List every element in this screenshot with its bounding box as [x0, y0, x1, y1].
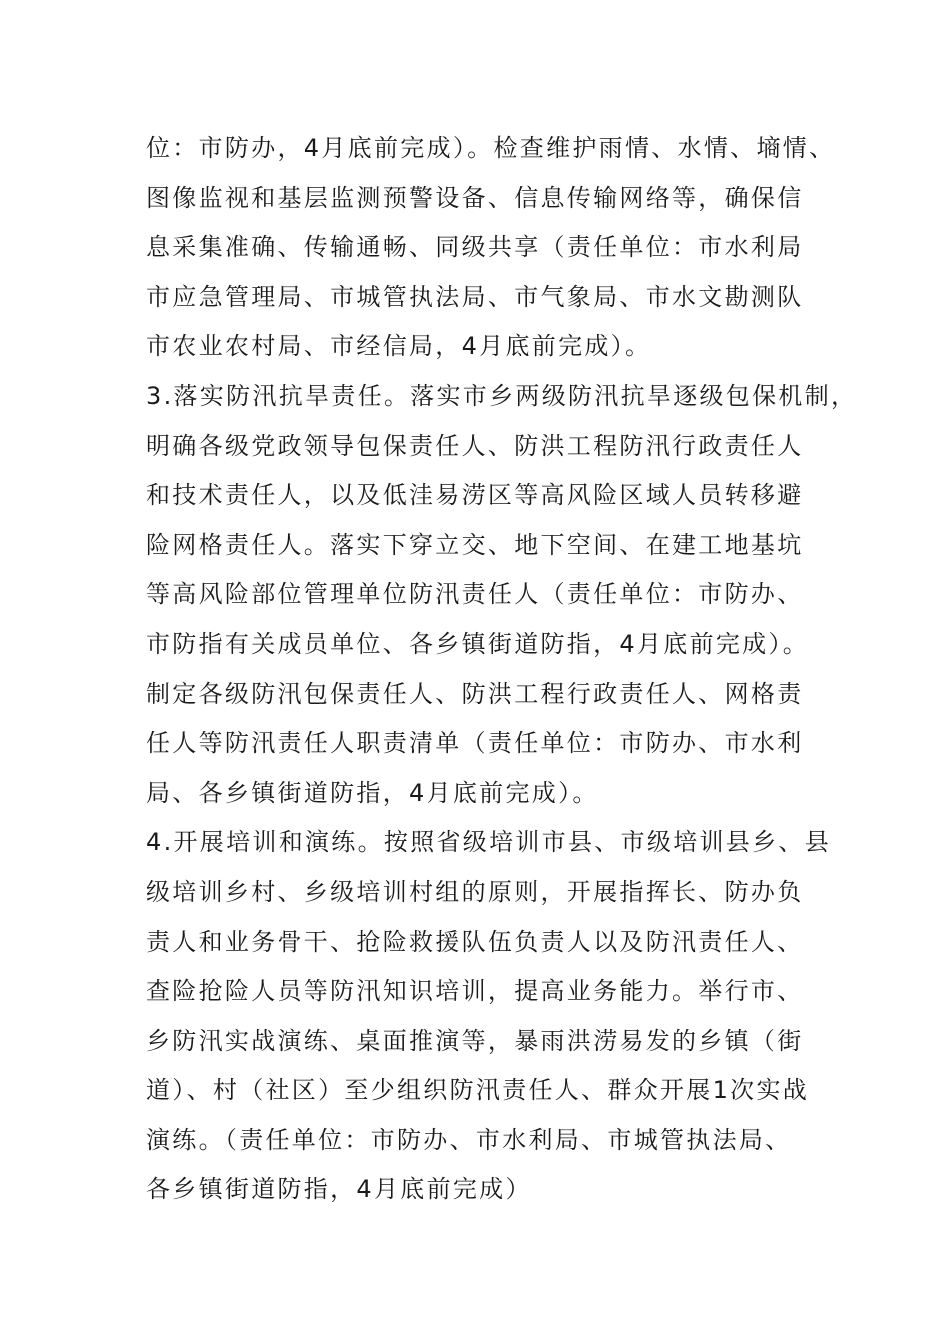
- body-text: [146, 124, 858, 1215]
- text-line: 和技术责任人，以及低洼易涝区等高风险区域人员转移避: [146, 481, 804, 510]
- text-line: 险网格责任人。落实下穿立交、地下空间、在建工地基坑: [146, 530, 804, 559]
- text-line: 制定各级防汛包保责任人、防洪工程行政责任人、网格责: [146, 679, 804, 708]
- text-line: 查险抢险人员等防汛知识培训，提高业务能力。举行市、: [146, 977, 804, 1006]
- text-line: 乡防汛实战演练、桌面推演等，暴雨洪涝易发的乡镇（街: [146, 1026, 804, 1055]
- text-line: 明确各级党政领导包保责任人、防洪工程防汛行政责任人: [146, 431, 804, 460]
- text-line: 任人等防汛责任人职责清单（责任单位：市防办、市水利: [146, 729, 804, 758]
- section-heading-line: 3.落实防汛抗旱责任。落实市乡两级防汛抗旱逐级包保机制，: [146, 381, 858, 410]
- text-line: 等高风险部位管理单位防汛责任人（责任单位：市防办、: [146, 580, 804, 609]
- text-line: 责人和业务骨干、抢险救援队伍负责人以及防汛责任人、: [146, 927, 804, 956]
- text-line: 市应急管理局、市城管执法局、市气象局、市水文勘测队: [146, 282, 804, 311]
- text-line: 市防指有关成员单位、各乡镇街道防指，4月底前完成）。: [146, 629, 810, 658]
- text-line: 各乡镇街道防指，4月底前完成）: [146, 1175, 532, 1204]
- text-line: 局、各乡镇街道防指，4月底前完成）。: [146, 778, 599, 807]
- text-line: 演练。（责任单位：市防办、市水利局、市城管执法局、: [146, 1125, 792, 1154]
- text-line: 图像监视和基层监测预警设备、信息传输网络等，确保信: [146, 183, 804, 212]
- text-line: 市农业农村局、市经信局，4月底前完成）。: [146, 332, 652, 361]
- text-line: 道）、村（社区）至少组织防汛责任人、群众开展1次实战: [146, 1076, 810, 1105]
- text-line: 级培训乡村、乡级培训村组的原则，开展指挥长、防办负: [146, 877, 804, 906]
- section-heading-line: 4.开展培训和演练。按照省级培训市县、市级培训县乡、县: [146, 828, 831, 857]
- text-line: 息采集准确、传输通畅、同级共享（责任单位：市水利局: [146, 233, 804, 262]
- text-line: 位：市防办，4月底前完成）。检查维护雨情、水情、墒情、: [146, 134, 836, 162]
